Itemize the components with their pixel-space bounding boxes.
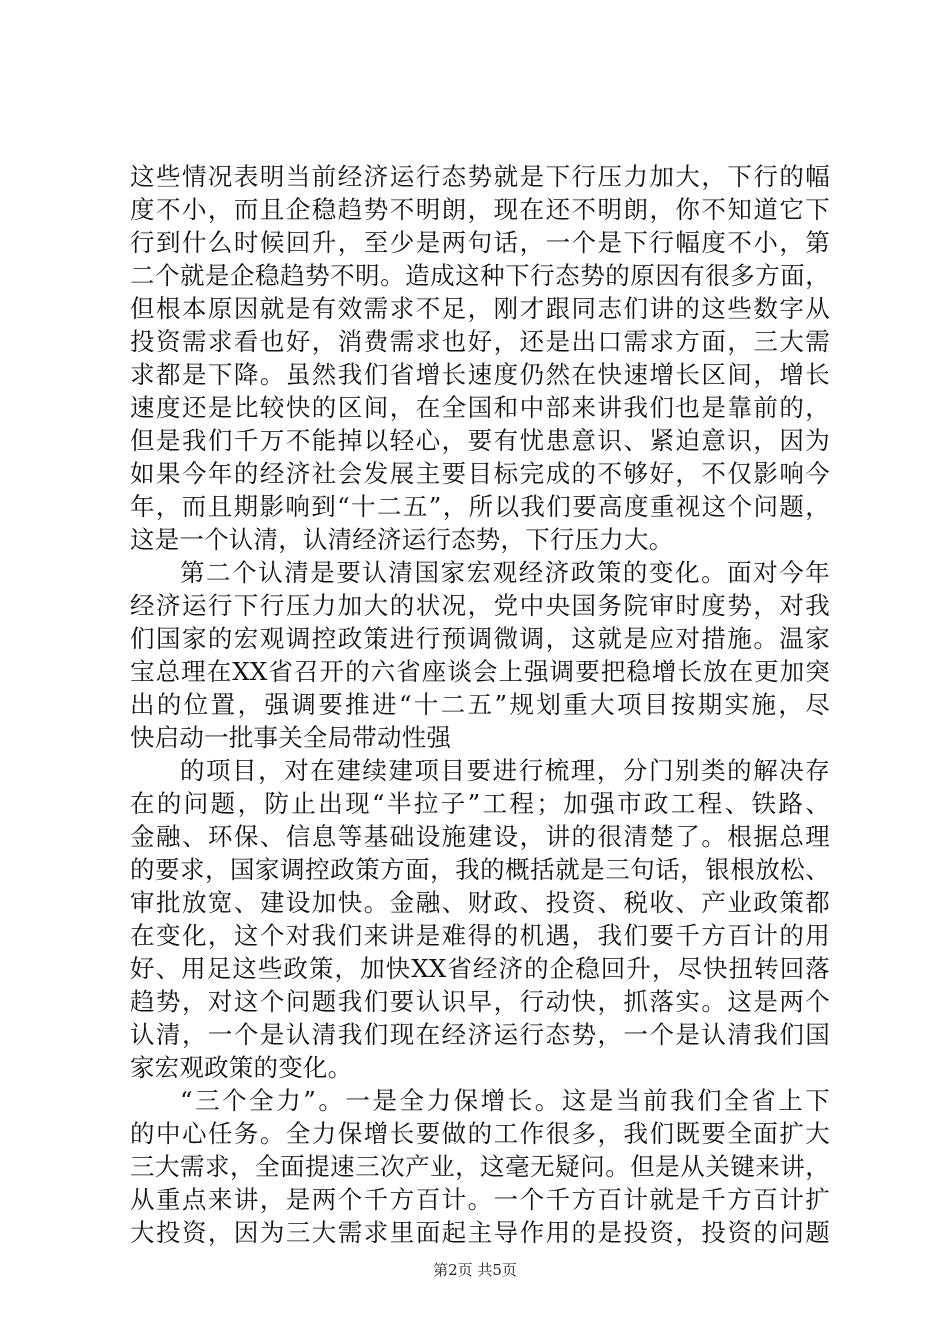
text-line: 在的问题，防止出现“半拉子”工程；加强市政工程、铁路、	[130, 789, 830, 818]
text-line: 这些情况表明当前经济运行态势就是下行压力加大，下行的幅	[130, 162, 830, 191]
text-line: 金融、环保、信息等基础设施建设，讲的很清楚了。根据总理	[130, 822, 830, 851]
text-line: 家宏观政策的变化。	[130, 1053, 353, 1082]
text-line: 从重点来讲，是两个千方百计。一个千方百计就是千方百计扩	[130, 1185, 830, 1214]
text-line: 经济运行下行压力加大的状况，党中央国务院审时度势，对我	[130, 591, 830, 620]
text-line: 的要求，国家调控政策方面，我的概括就是三句话，银根放松、	[130, 855, 830, 884]
text-line: 快启动一批事关全局带动性强	[130, 723, 452, 752]
text-line: 行到什么时候回升，至少是两句话，一个是下行幅度不小，第	[130, 228, 830, 257]
body-text	[130, 160, 830, 1249]
text-line: 好、用足这些政策，加快XX省经济的企稳回升，尽快扭转回落	[130, 954, 830, 983]
text-line: 出的位置，强调要推进“十二五”规划重大项目按期实施，尽	[130, 690, 830, 719]
text-line: 速度还是比较快的区间，在全国和中部来讲我们也是靠前的，	[130, 393, 830, 422]
page-number: 第2页 共5页	[433, 1261, 517, 1279]
text-line: 认清，一个是认清我们现在经济运行态势，一个是认清我们国	[130, 1020, 830, 1049]
text-line: 趋势，对这个问题我们要认识早，行动快，抓落实。这是两个	[130, 987, 830, 1016]
paragraph-start-line: “三个全力”。一是全力保增长。这是当前我们全省上下	[180, 1086, 830, 1115]
text-line: 审批放宽、建设加快。金融、财政、投资、税收、产业政策都	[130, 888, 830, 917]
text-line: 大投资，因为三大需求里面起主导作用的是投资，投资的问题	[130, 1218, 830, 1247]
text-line: 二个就是企稳趋势不明。造成这种下行态势的原因有很多方面，	[130, 261, 830, 290]
text-line: 宝总理在XX省召开的六省座谈会上强调要把稳增长放在更加突	[130, 657, 830, 686]
paragraph-start-line: 的项目，对在建续建项目要进行梳理，分门别类的解决存	[180, 756, 830, 785]
text-line: 但是我们千万不能掉以轻心，要有忧患意识、紧迫意识，因为	[130, 426, 830, 455]
text-line: 如果今年的经济社会发展主要目标完成的不够好，不仅影响今	[130, 459, 830, 488]
text-line: 投资需求看也好，消费需求也好，还是出口需求方面，三大需	[130, 327, 830, 356]
text-line: 的中心任务。全力保增长要做的工作很多，我们既要全面扩大	[130, 1119, 830, 1148]
text-line: 这是一个认清，认清经济运行态势，下行压力大。	[130, 525, 674, 554]
text-line: 们国家的宏观调控政策进行预调微调，这就是应对措施。温家	[130, 624, 830, 653]
text-line: 度不小，而且企稳趋势不明朗，现在还不明朗，你不知道它下	[130, 195, 830, 224]
text-line: 三大需求，全面提速三次产业，这毫无疑问。但是从关键来讲，	[130, 1152, 830, 1181]
page-footer	[0, 1260, 950, 1280]
text-line: 年，而且期影响到“十二五”，所以我们要高度重视这个问题，	[130, 492, 830, 521]
text-line: 在变化，这个对我们来讲是难得的机遇，我们要千方百计的用	[130, 921, 830, 950]
text-line: 但根本原因就是有效需求不足，刚才跟同志们讲的这些数字从	[130, 294, 830, 323]
text-line: 求都是下降。虽然我们省增长速度仍然在快速增长区间，增长	[130, 360, 830, 389]
paragraph-start-line: 第二个认清是要认清国家宏观经济政策的变化。面对今年	[180, 558, 830, 587]
